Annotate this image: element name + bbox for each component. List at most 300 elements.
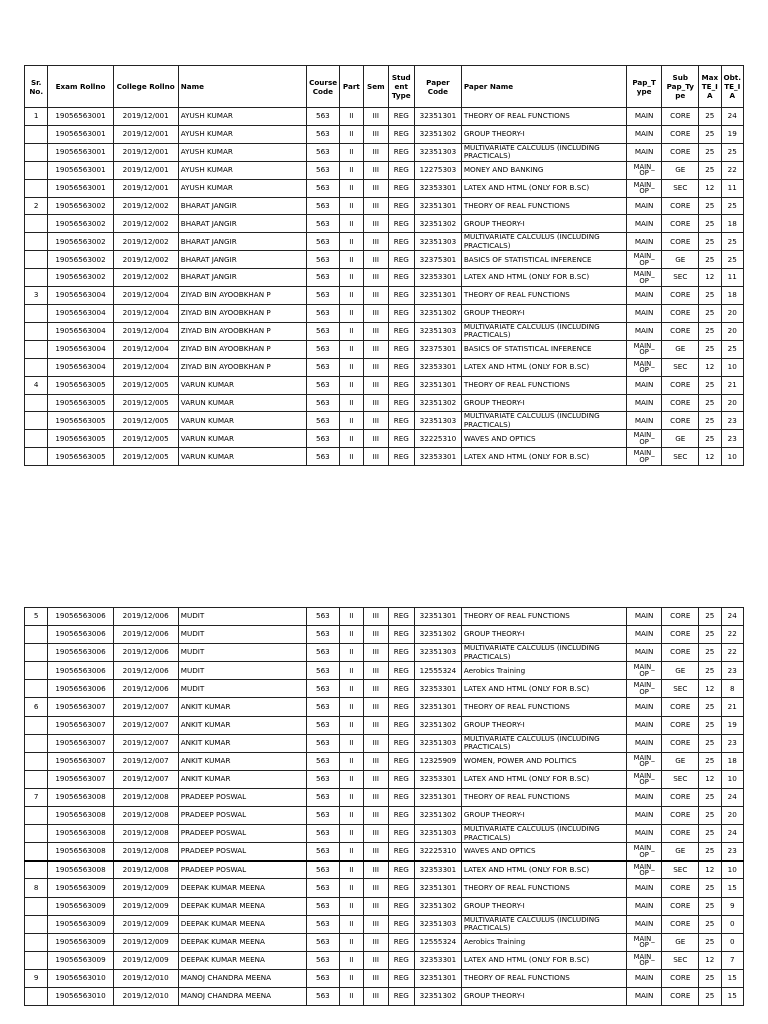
cell-max-te-ia: 25 [699, 843, 721, 861]
cell-name: BHARAT JANGIR [178, 233, 306, 251]
cell-name: VARUN KUMAR [178, 430, 306, 448]
table-row [25, 448, 744, 466]
cell-obt-te-ia: 23 [721, 430, 744, 448]
cell-name: BHARAT JANGIR [178, 251, 306, 269]
cell-part: II [339, 987, 363, 1005]
cell-max-te-ia: 12 [699, 861, 721, 879]
cell-student-type: REG [388, 412, 414, 430]
cell-course-code: 563 [307, 448, 340, 466]
table-row [25, 807, 744, 825]
cell-paper-name: LATEX AND HTML (ONLY FOR B.SC) [461, 269, 626, 287]
cell-course-code: 563 [307, 662, 340, 680]
cell-paper-name: GROUP THEORY-I [461, 807, 626, 825]
cell-part: II [339, 143, 363, 161]
cell-obt-te-ia: 24 [721, 108, 744, 126]
cell-sem: III [364, 861, 388, 879]
cell-course-code: 563 [307, 825, 340, 843]
table-row [25, 376, 744, 394]
cell-college-rollno: 2019/12/006 [113, 680, 178, 698]
header-obt-te-ia: Obt. TE_I A [721, 66, 744, 108]
cell-course-code: 563 [307, 394, 340, 412]
cell-pap-type: MAIN [626, 143, 662, 161]
cell-paper-code: 32351303 [415, 322, 462, 340]
cell-part: II [339, 770, 363, 788]
cell-sr-no [25, 716, 48, 734]
cell-obt-te-ia: 11 [721, 269, 744, 287]
cell-sem: III [364, 734, 388, 752]
cell-paper-code: 32353301 [415, 269, 462, 287]
cell-paper-name: MONEY AND BANKING [461, 161, 626, 179]
cell-pap-type: MAIN [626, 608, 662, 626]
cell-exam-rollno: 19056563002 [48, 233, 113, 251]
cell-part: II [339, 376, 363, 394]
cell-part: II [339, 626, 363, 644]
cell-college-rollno: 2019/12/008 [113, 825, 178, 843]
cell-name: ANKIT KUMAR [178, 752, 306, 770]
cell-paper-name: THEORY OF REAL FUNCTIONS [461, 376, 626, 394]
cell-sr-no [25, 626, 48, 644]
cell-name: BHARAT JANGIR [178, 269, 306, 287]
table-row [25, 752, 744, 770]
cell-paper-name: MULTIVARIATE CALCULUS (INCLUDING PRACTICALS) [461, 412, 626, 430]
table-row [25, 125, 744, 143]
header-course-code: Course Code [307, 66, 340, 108]
cell-paper-code: 32351301 [415, 108, 462, 126]
cell-paper-code: 32353301 [415, 951, 462, 969]
cell-exam-rollno: 19056563005 [48, 412, 113, 430]
cell-student-type: REG [388, 879, 414, 897]
cell-student-type: REG [388, 752, 414, 770]
cell-obt-te-ia: 15 [721, 879, 744, 897]
table-row [25, 843, 744, 861]
table-body-bottom [25, 608, 744, 1006]
table-row [25, 143, 744, 161]
cell-exam-rollno: 19056563007 [48, 734, 113, 752]
cell-sr-no [25, 680, 48, 698]
cell-part: II [339, 644, 363, 662]
cell-sr-no: 1 [25, 108, 48, 126]
cell-paper-name: MULTIVARIATE CALCULUS (INCLUDING PRACTICALS) [461, 825, 626, 843]
cell-sr-no [25, 251, 48, 269]
cell-paper-name: LATEX AND HTML (ONLY FOR B.SC) [461, 358, 626, 376]
cell-exam-rollno: 19056563002 [48, 251, 113, 269]
cell-part: II [339, 215, 363, 233]
cell-college-rollno: 2019/12/008 [113, 861, 178, 879]
cell-obt-te-ia: 23 [721, 662, 744, 680]
cell-sem: III [364, 788, 388, 806]
cell-sr-no: 4 [25, 376, 48, 394]
cell-max-te-ia: 25 [699, 412, 721, 430]
cell-student-type: REG [388, 825, 414, 843]
cell-sem: III [364, 716, 388, 734]
header-part: Part [339, 66, 363, 108]
cell-college-rollno: 2019/12/008 [113, 788, 178, 806]
cell-sr-no [25, 340, 48, 358]
cell-paper-code: 32351302 [415, 897, 462, 915]
cell-sem: III [364, 269, 388, 287]
table-row [25, 644, 744, 662]
cell-exam-rollno: 19056563006 [48, 644, 113, 662]
cell-college-rollno: 2019/12/007 [113, 716, 178, 734]
cell-part: II [339, 680, 363, 698]
table-row [25, 608, 744, 626]
cell-part: II [339, 269, 363, 287]
cell-course-code: 563 [307, 215, 340, 233]
cell-max-te-ia: 25 [699, 987, 721, 1005]
cell-obt-te-ia: 0 [721, 915, 744, 933]
cell-part: II [339, 716, 363, 734]
cell-obt-te-ia: 19 [721, 716, 744, 734]
cell-name: VARUN KUMAR [178, 448, 306, 466]
cell-sem: III [364, 987, 388, 1005]
cell-sub-pap-type: CORE [662, 969, 699, 987]
cell-max-te-ia: 25 [699, 915, 721, 933]
cell-sr-no [25, 322, 48, 340]
cell-sr-no [25, 269, 48, 287]
cell-student-type: REG [388, 969, 414, 987]
cell-pap-type: MAIN [626, 233, 662, 251]
cell-course-code: 563 [307, 933, 340, 951]
cell-sem: III [364, 125, 388, 143]
cell-part: II [339, 825, 363, 843]
cell-sem: III [364, 825, 388, 843]
cell-obt-te-ia: 10 [721, 861, 744, 879]
cell-pap-type: MAIN [626, 825, 662, 843]
cell-course-code: 563 [307, 197, 340, 215]
cell-max-te-ia: 25 [699, 197, 721, 215]
cell-sub-pap-type: SEC [662, 770, 699, 788]
cell-sub-pap-type: CORE [662, 412, 699, 430]
cell-sub-pap-type: SEC [662, 358, 699, 376]
cell-student-type: REG [388, 108, 414, 126]
cell-course-code: 563 [307, 770, 340, 788]
table-row [25, 969, 744, 987]
results-table-bottom [24, 607, 744, 1006]
cell-paper-name: WOMEN, POWER AND POLITICS [461, 752, 626, 770]
cell-college-rollno: 2019/12/007 [113, 770, 178, 788]
cell-sub-pap-type: GE [662, 340, 699, 358]
cell-exam-rollno: 19056563005 [48, 394, 113, 412]
cell-course-code: 563 [307, 861, 340, 879]
cell-part: II [339, 861, 363, 879]
cell-course-code: 563 [307, 788, 340, 806]
cell-paper-code: 32353301 [415, 680, 462, 698]
cell-student-type: REG [388, 897, 414, 915]
cell-exam-rollno: 19056563004 [48, 322, 113, 340]
cell-paper-name: THEORY OF REAL FUNCTIONS [461, 108, 626, 126]
cell-sem: III [364, 608, 388, 626]
cell-max-te-ia: 25 [699, 734, 721, 752]
table-row [25, 680, 744, 698]
cell-sem: III [364, 143, 388, 161]
cell-part: II [339, 608, 363, 626]
cell-obt-te-ia: 23 [721, 843, 744, 861]
cell-sem: III [364, 662, 388, 680]
cell-exam-rollno: 19056563008 [48, 807, 113, 825]
header-college-rollno: College Rollno [113, 66, 178, 108]
cell-obt-te-ia: 25 [721, 233, 744, 251]
cell-sr-no [25, 843, 48, 861]
cell-sub-pap-type: CORE [662, 698, 699, 716]
cell-sub-pap-type: CORE [662, 287, 699, 305]
cell-max-te-ia: 25 [699, 825, 721, 843]
cell-pap-type: MAIN_ OP [626, 340, 662, 358]
cell-college-rollno: 2019/12/006 [113, 608, 178, 626]
cell-paper-code: 32375301 [415, 340, 462, 358]
cell-sr-no [25, 807, 48, 825]
cell-exam-rollno: 19056563001 [48, 125, 113, 143]
cell-exam-rollno: 19056563007 [48, 716, 113, 734]
cell-obt-te-ia: 18 [721, 215, 744, 233]
cell-sub-pap-type: SEC [662, 448, 699, 466]
cell-name: ANKIT KUMAR [178, 770, 306, 788]
cell-college-rollno: 2019/12/001 [113, 179, 178, 197]
cell-paper-code: 32351301 [415, 197, 462, 215]
cell-course-code: 563 [307, 161, 340, 179]
cell-obt-te-ia: 24 [721, 608, 744, 626]
cell-max-te-ia: 25 [699, 807, 721, 825]
cell-paper-name: GROUP THEORY-I [461, 716, 626, 734]
cell-pap-type: MAIN [626, 879, 662, 897]
cell-sub-pap-type: GE [662, 752, 699, 770]
cell-sr-no: 5 [25, 608, 48, 626]
cell-name: ZIYAD BIN AYOOBKHAN P [178, 358, 306, 376]
cell-part: II [339, 662, 363, 680]
cell-paper-name: THEORY OF REAL FUNCTIONS [461, 608, 626, 626]
cell-course-code: 563 [307, 108, 340, 126]
cell-max-te-ia: 25 [699, 788, 721, 806]
cell-name: AYUSH KUMAR [178, 179, 306, 197]
cell-exam-rollno: 19056563002 [48, 197, 113, 215]
cell-exam-rollno: 19056563001 [48, 179, 113, 197]
cell-name: ANKIT KUMAR [178, 734, 306, 752]
cell-obt-te-ia: 22 [721, 626, 744, 644]
cell-student-type: REG [388, 770, 414, 788]
cell-paper-code: 32351302 [415, 716, 462, 734]
cell-student-type: REG [388, 662, 414, 680]
cell-obt-te-ia: 20 [721, 394, 744, 412]
cell-obt-te-ia: 22 [721, 644, 744, 662]
cell-course-code: 563 [307, 287, 340, 305]
cell-paper-code: 32351303 [415, 915, 462, 933]
cell-max-te-ia: 25 [699, 430, 721, 448]
cell-sub-pap-type: CORE [662, 608, 699, 626]
cell-course-code: 563 [307, 143, 340, 161]
cell-max-te-ia: 25 [699, 394, 721, 412]
cell-name: MANOJ CHANDRA MEENA [178, 987, 306, 1005]
cell-paper-name: THEORY OF REAL FUNCTIONS [461, 287, 626, 305]
cell-part: II [339, 734, 363, 752]
cell-part: II [339, 125, 363, 143]
cell-exam-rollno: 19056563005 [48, 376, 113, 394]
cell-name: BHARAT JANGIR [178, 197, 306, 215]
cell-sr-no [25, 125, 48, 143]
table-row [25, 734, 744, 752]
cell-student-type: REG [388, 861, 414, 879]
cell-exam-rollno: 19056563005 [48, 448, 113, 466]
cell-paper-code: 32351303 [415, 233, 462, 251]
cell-student-type: REG [388, 179, 414, 197]
cell-college-rollno: 2019/12/002 [113, 251, 178, 269]
cell-college-rollno: 2019/12/009 [113, 897, 178, 915]
cell-paper-code: 32351303 [415, 412, 462, 430]
cell-course-code: 563 [307, 644, 340, 662]
cell-course-code: 563 [307, 251, 340, 269]
cell-pap-type: MAIN [626, 125, 662, 143]
cell-obt-te-ia: 25 [721, 340, 744, 358]
cell-max-te-ia: 25 [699, 233, 721, 251]
cell-sem: III [364, 448, 388, 466]
cell-college-rollno: 2019/12/010 [113, 969, 178, 987]
cell-max-te-ia: 25 [699, 143, 721, 161]
cell-obt-te-ia: 20 [721, 305, 744, 323]
cell-sem: III [364, 233, 388, 251]
cell-sr-no [25, 734, 48, 752]
cell-sem: III [364, 179, 388, 197]
cell-paper-name: LATEX AND HTML (ONLY FOR B.SC) [461, 861, 626, 879]
cell-college-rollno: 2019/12/002 [113, 197, 178, 215]
cell-paper-code: 12325909 [415, 752, 462, 770]
cell-max-te-ia: 25 [699, 698, 721, 716]
cell-sem: III [364, 108, 388, 126]
table-row [25, 951, 744, 969]
cell-course-code: 563 [307, 430, 340, 448]
cell-course-code: 563 [307, 915, 340, 933]
cell-paper-name: GROUP THEORY-I [461, 394, 626, 412]
cell-max-te-ia: 12 [699, 680, 721, 698]
cell-obt-te-ia: 10 [721, 448, 744, 466]
cell-sub-pap-type: CORE [662, 394, 699, 412]
cell-name: DEEPAK KUMAR MEENA [178, 897, 306, 915]
table-row [25, 788, 744, 806]
cell-college-rollno: 2019/12/004 [113, 340, 178, 358]
cell-name: DEEPAK KUMAR MEENA [178, 915, 306, 933]
cell-pap-type: MAIN [626, 108, 662, 126]
cell-part: II [339, 108, 363, 126]
cell-paper-code: 32351302 [415, 807, 462, 825]
cell-student-type: REG [388, 698, 414, 716]
cell-pap-type: MAIN_ OP [626, 161, 662, 179]
cell-name: AYUSH KUMAR [178, 143, 306, 161]
cell-sr-no [25, 752, 48, 770]
cell-sub-pap-type: CORE [662, 143, 699, 161]
cell-pap-type: MAIN [626, 807, 662, 825]
results-table-top [24, 65, 744, 466]
cell-pap-type: MAIN [626, 626, 662, 644]
cell-obt-te-ia: 20 [721, 322, 744, 340]
cell-sr-no [25, 987, 48, 1005]
cell-name: AYUSH KUMAR [178, 161, 306, 179]
cell-pap-type: MAIN_ OP [626, 933, 662, 951]
table-row [25, 933, 744, 951]
cell-college-rollno: 2019/12/004 [113, 305, 178, 323]
cell-sub-pap-type: CORE [662, 644, 699, 662]
cell-pap-type: MAIN_ OP [626, 448, 662, 466]
cell-student-type: REG [388, 233, 414, 251]
cell-sr-no: 2 [25, 197, 48, 215]
cell-name: MUDIT [178, 680, 306, 698]
cell-max-te-ia: 25 [699, 662, 721, 680]
cell-paper-code: 32351301 [415, 287, 462, 305]
cell-max-te-ia: 25 [699, 897, 721, 915]
cell-exam-rollno: 19056563001 [48, 143, 113, 161]
cell-name: MUDIT [178, 608, 306, 626]
cell-max-te-ia: 25 [699, 125, 721, 143]
cell-sr-no [25, 430, 48, 448]
table-row [25, 251, 744, 269]
cell-college-rollno: 2019/12/010 [113, 987, 178, 1005]
cell-exam-rollno: 19056563004 [48, 287, 113, 305]
cell-sem: III [364, 752, 388, 770]
cell-sr-no: 3 [25, 287, 48, 305]
cell-course-code: 563 [307, 951, 340, 969]
cell-exam-rollno: 19056563006 [48, 608, 113, 626]
cell-name: VARUN KUMAR [178, 376, 306, 394]
cell-college-rollno: 2019/12/005 [113, 430, 178, 448]
cell-max-te-ia: 25 [699, 215, 721, 233]
cell-paper-name: LATEX AND HTML (ONLY FOR B.SC) [461, 179, 626, 197]
cell-name: ZIYAD BIN AYOOBKHAN P [178, 287, 306, 305]
cell-college-rollno: 2019/12/009 [113, 915, 178, 933]
cell-part: II [339, 394, 363, 412]
cell-student-type: REG [388, 287, 414, 305]
cell-student-type: REG [388, 215, 414, 233]
cell-obt-te-ia: 22 [721, 161, 744, 179]
cell-paper-code: 32351301 [415, 608, 462, 626]
table-row [25, 305, 744, 323]
cell-sem: III [364, 340, 388, 358]
cell-exam-rollno: 19056563009 [48, 915, 113, 933]
cell-sub-pap-type: CORE [662, 897, 699, 915]
header-sub-pap-type: Sub Pap_Ty pe [662, 66, 699, 108]
cell-name: PRADEEP POSWAL [178, 825, 306, 843]
cell-course-code: 563 [307, 716, 340, 734]
cell-pap-type: MAIN_ OP [626, 843, 662, 861]
cell-student-type: REG [388, 644, 414, 662]
cell-sub-pap-type: SEC [662, 951, 699, 969]
cell-paper-name: MULTIVARIATE CALCULUS (INCLUDING PRACTICALS) [461, 734, 626, 752]
cell-college-rollno: 2019/12/001 [113, 125, 178, 143]
cell-student-type: REG [388, 448, 414, 466]
cell-sem: III [364, 933, 388, 951]
cell-sub-pap-type: CORE [662, 915, 699, 933]
cell-college-rollno: 2019/12/002 [113, 269, 178, 287]
cell-college-rollno: 2019/12/006 [113, 626, 178, 644]
cell-course-code: 563 [307, 376, 340, 394]
cell-sub-pap-type: CORE [662, 125, 699, 143]
cell-exam-rollno: 19056563005 [48, 430, 113, 448]
cell-max-te-ia: 25 [699, 322, 721, 340]
table-row [25, 716, 744, 734]
cell-obt-te-ia: 15 [721, 969, 744, 987]
cell-name: ZIYAD BIN AYOOBKHAN P [178, 322, 306, 340]
cell-part: II [339, 951, 363, 969]
cell-exam-rollno: 19056563007 [48, 770, 113, 788]
cell-part: II [339, 251, 363, 269]
cell-sem: III [364, 215, 388, 233]
cell-paper-code: 12275303 [415, 161, 462, 179]
cell-sub-pap-type: GE [662, 161, 699, 179]
cell-sr-no: 6 [25, 698, 48, 716]
cell-sub-pap-type: SEC [662, 680, 699, 698]
cell-sr-no [25, 215, 48, 233]
cell-pap-type: MAIN_ OP [626, 770, 662, 788]
cell-pap-type: MAIN [626, 698, 662, 716]
cell-sub-pap-type: SEC [662, 179, 699, 197]
cell-name: PRADEEP POSWAL [178, 843, 306, 861]
cell-college-rollno: 2019/12/004 [113, 322, 178, 340]
cell-obt-te-ia: 21 [721, 698, 744, 716]
